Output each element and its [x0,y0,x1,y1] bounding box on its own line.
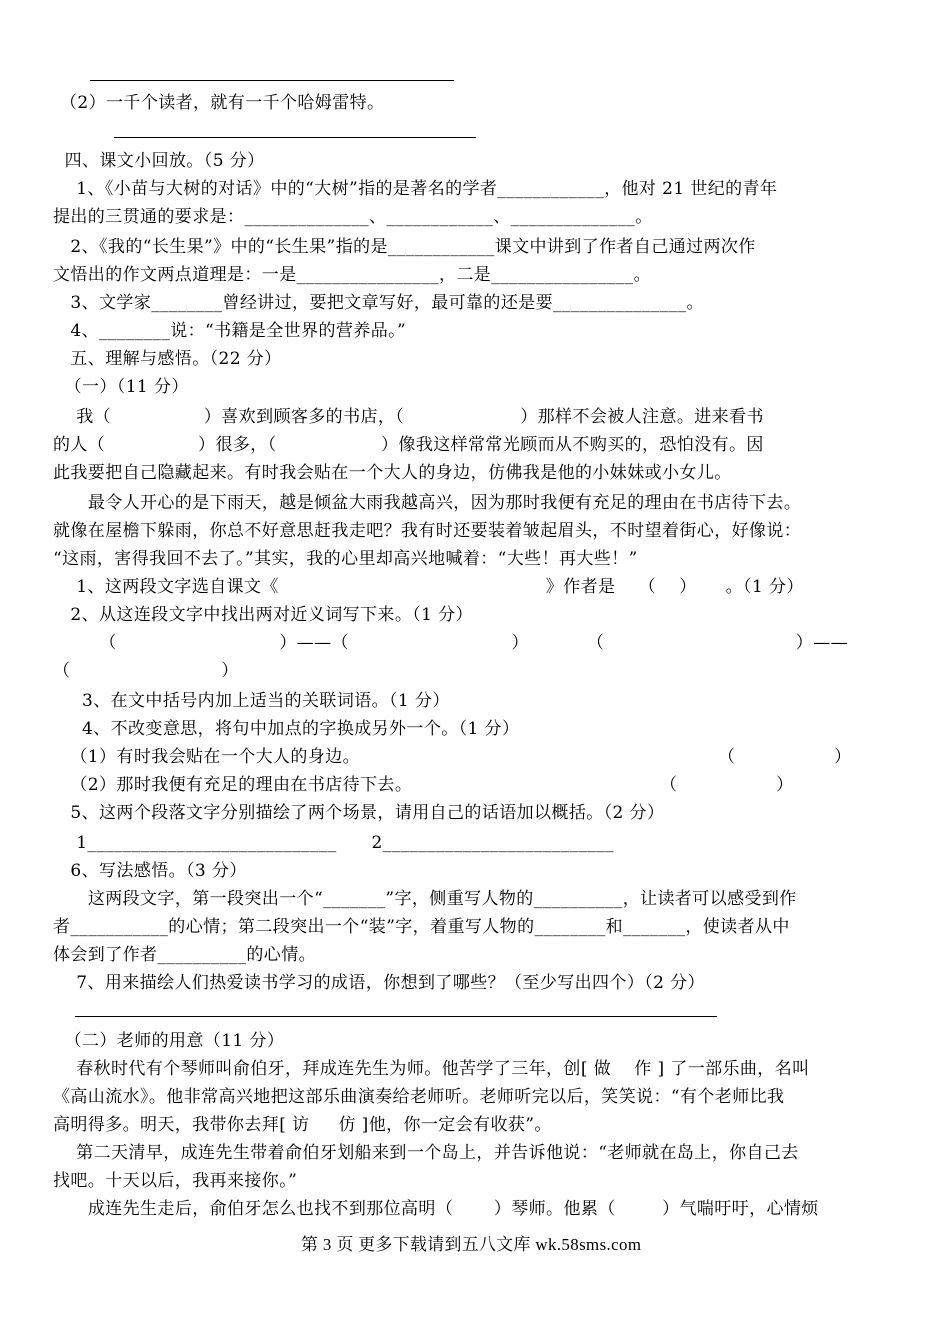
subsection-heading: （二）老师的用意（11 分） [53,1031,285,1051]
question-line: 3、在文中括号内加上适当的关联词语。（1 分） [53,691,450,711]
question-line: 体会到了作者__________的心情。 [53,945,316,965]
passage-line: 我（ ）喜欢到顾客多的书店，（ ）那样不会被人注意。进来看书 [53,407,764,427]
text-line: 1、《小苗与大树的对话》中的“大树”指的是著名的学者____________，他对 21 世纪的青年 [53,179,778,199]
passage-line: 高明得多。明天，我带你去拜[ 访 仿 ]他，你一定会有收获”。 [53,1115,552,1135]
passage-line: 成连先生走后，俞伯牙怎么也找不到那位高明（ ）琴师。他累（ ）气喘吁吁，心情烦 [53,1199,819,1219]
question-line: 5、这两个段落文字分别描绘了两个场景，请用自己的话语加以概括。（2 分） [53,803,665,823]
section-heading: 五、理解与感悟。（22 分） [53,349,282,369]
question-line: （2）那时我便有充足的理由在书店待下去。 [53,775,413,795]
passage-line: 就像在屋檐下躲雨，你总不好意思赶我走吧？我有时还要装着皱起眉头，不时望着街心，好像说： [53,521,802,541]
question-line: （1）有时我会贴在一个大人的身边。 [53,747,361,767]
question-line: 1、这两段文字选自课文《 》作者是 （ ） 。（1 分） [53,577,804,597]
passage-line: 第二天清早，成连先生带着俞伯牙划船来到一个岛上，并告诉他说：“老师就在岛上，你自己去 [53,1143,799,1163]
question-line: 者___________的心情；第二段突出一个“装”字，着重写人物的________和_______，使读者从中 [53,917,790,937]
question-line: （ ）——（ ） （ ）—— [53,633,849,653]
passage-line: 春秋时代有个琴师叫俞伯牙，拜成连先生为师。他苦学了三年，创[ 做 作 ] 了一部乐曲，名叫 [53,1059,810,1079]
answer-slot: （ ） [660,775,794,795]
section-heading: 四、课文小回放。（5 分） [53,151,265,171]
text-line: 文悟出的作文两点道理是：一是________________，二是________________。 [53,265,651,285]
question-line: 2、从这连段文字中找出两对近义词写下来。（1 分） [53,605,473,625]
passage-line: 最令人开心的是下雨天，越是倾盆大雨我越高兴，因为那时我便有充足的理由在书店待下去。 [53,493,802,513]
question-line: 7、用来描绘人们热爱读书学习的成语，你想到了哪些？（至少写出四个）（2 分） [53,973,705,993]
text-line: 提出的三贯通的要求是：______________、____________、______________。 [53,207,653,227]
question-line: 4、不改变意思，将句中加点的字换成另外一个。（1 分） [53,719,520,739]
passage-line: 的人（ ）很多，（ ）像我这样常常光顾而从不购买的，恐怕没有。因 [53,435,764,455]
text-line: 3、文学家________曾经讲过，要把文章写好，最可靠的还是要_______________。 [53,293,704,313]
subsection-heading: （一）（11 分） [53,377,189,397]
text-line: 4、________说：“书籍是全世界的营养品。” [53,321,407,341]
text-line: （2）一千个读者，就有一千个哈姆雷特。 [60,93,385,113]
rule-q7-answer [75,1016,717,1017]
rule-top-1 [90,80,454,81]
question-line: 1____________________________ 2__________________________ [53,833,615,853]
question-line: 6、写法感悟。（3 分） [53,861,247,881]
passage-line: 此我要把自己隐藏起来。有时我会贴在一个大人的身边，仿佛我是他的小妹妹或小女儿。 [53,463,732,483]
rule-top-2 [114,137,476,138]
passage-line: 《高山流水》。他非常高兴地把这部乐曲演奏给老师听。老师听完以后，笑笑说：“有个老师比我 [53,1087,785,1107]
answer-slot: （ ） [718,747,852,767]
question-line: 这两段文字，第一段突出一个“_______”字，侧重写人物的__________，让读者可以感受到作 [53,889,797,909]
text-line: 2、《我的“长生果”》中的“长生果”指的是____________课文中讲到了作者自己通过两次作 [53,237,756,257]
passage-line: “这雨，害得我回不去了。”其实，我的心里却高兴地喊着：“大些！再大些！” [53,549,638,569]
page-footer: 第 3 页 更多下载请到五八文库 wk.58sms.com [301,1235,642,1254]
question-line: （ ） [53,661,239,681]
passage-line: 找吧。十天以后，我再来接你。” [53,1171,298,1191]
